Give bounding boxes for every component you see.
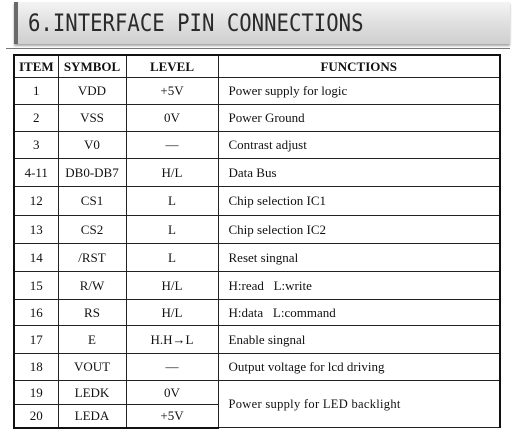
cell-item: 14 <box>14 244 58 272</box>
cell-level: H/L <box>126 272 218 300</box>
cell-function: H:read L:write <box>218 272 500 300</box>
cell-level: 0V <box>126 381 218 405</box>
cell-function: Chip selection IC2 <box>218 216 500 244</box>
cell-level: H/L <box>126 300 218 326</box>
cell-item: 16 <box>14 300 58 326</box>
cell-level: L <box>126 244 218 272</box>
cell-item: 2 <box>14 105 58 132</box>
table-row <box>14 187 500 216</box>
table-row <box>14 326 500 354</box>
cell-level: H.H→L <box>126 326 218 354</box>
cell-item: 17 <box>14 326 58 354</box>
cell-function: Power Ground <box>218 105 500 132</box>
header-functions: FUNCTIONS <box>218 55 500 78</box>
cell-symbol: E <box>58 326 126 354</box>
pin-connections-table <box>13 54 501 429</box>
section-title: 6.INTERFACE PIN CONNECTIONS <box>28 9 364 37</box>
cell-function-merged: Power supply for LED backlight <box>218 381 500 428</box>
cell-level: +5V <box>126 405 218 428</box>
table-row <box>14 381 500 405</box>
table-row <box>14 132 500 159</box>
cell-item: 19 <box>14 381 58 405</box>
cell-item: 18 <box>14 354 58 381</box>
cell-symbol: R/W <box>58 272 126 300</box>
table-row <box>14 159 500 187</box>
cell-symbol: RS <box>58 300 126 326</box>
cell-symbol: CS1 <box>58 187 126 216</box>
cell-function: H:data L:command <box>218 300 500 326</box>
table-row <box>14 216 500 244</box>
cell-item: 20 <box>14 405 58 428</box>
cell-symbol: CS2 <box>58 216 126 244</box>
cell-level: H/L <box>126 159 218 187</box>
table-row <box>14 300 500 326</box>
table-row <box>14 105 500 132</box>
cell-level: L <box>126 187 218 216</box>
cell-function: Power supply for logic <box>218 78 500 105</box>
cell-function: Reset singnal <box>218 244 500 272</box>
cell-function: Contrast adjust <box>218 132 500 159</box>
table-header-row <box>14 55 500 78</box>
cell-function: Output voltage for lcd driving <box>218 354 500 381</box>
cell-symbol: V0 <box>58 132 126 159</box>
cell-item: 3 <box>14 132 58 159</box>
cell-level: — <box>126 132 218 159</box>
cell-symbol: VSS <box>58 105 126 132</box>
header-symbol: SYMBOL <box>58 55 126 78</box>
section-header-banner <box>14 2 510 44</box>
cell-level: +5V <box>126 78 218 105</box>
cell-function: Chip selection IC1 <box>218 187 500 216</box>
cell-item: 13 <box>14 216 58 244</box>
header-level: LEVEL <box>126 55 218 78</box>
cell-function: Enable singnal <box>218 326 500 354</box>
table-row <box>14 354 500 381</box>
cell-item: 15 <box>14 272 58 300</box>
cell-symbol: LEDK <box>58 381 126 405</box>
cell-item: 1 <box>14 78 58 105</box>
cell-level: 0V <box>126 105 218 132</box>
header-divider <box>6 48 510 49</box>
cell-symbol: /RST <box>58 244 126 272</box>
table-row <box>14 272 500 300</box>
table-row <box>14 78 500 105</box>
cell-item: 4-11 <box>14 159 58 187</box>
cell-function: Data Bus <box>218 159 500 187</box>
cell-symbol: DB0-DB7 <box>58 159 126 187</box>
cell-level: L <box>126 216 218 244</box>
cell-symbol: VDD <box>58 78 126 105</box>
cell-level: — <box>126 354 218 381</box>
header-item: ITEM <box>14 55 58 78</box>
cell-symbol: VOUT <box>58 354 126 381</box>
cell-symbol: LEDA <box>58 405 126 428</box>
table-row <box>14 244 500 272</box>
cell-item: 12 <box>14 187 58 216</box>
